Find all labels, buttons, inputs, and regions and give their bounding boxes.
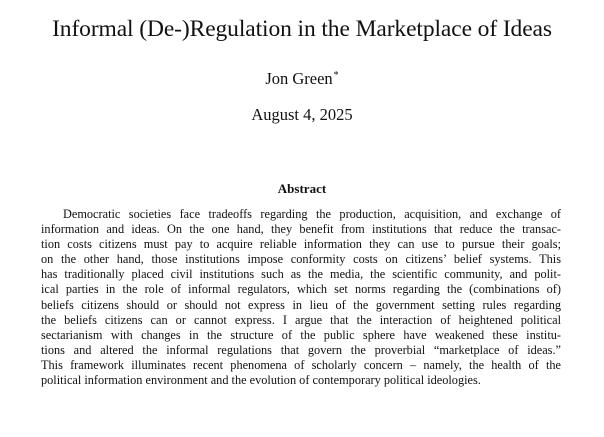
paper-title: Informal (De-)Regulation in the Marketplace of Ideas: [52, 16, 552, 42]
abstract-line: the beliefs citizens can or cannot express. I argue that the interaction of heightened political: [41, 312, 561, 327]
abstract-line: This framework illuminates recent phenomena of scholarly concern – namely, the health of the: [41, 357, 561, 372]
author-footnote-mark: *: [333, 70, 339, 81]
abstract-line: ical parties in the role of informal regulators, which set norms regarding the (combinations of): [41, 282, 561, 297]
abstract-line: information and ideas. On the one hand, they benefit from institutions that reduce the transac-: [41, 222, 561, 237]
abstract-line: beliefs citizens should or should not express in lieu of the government setting rules regarding: [41, 297, 561, 312]
paper-date: August 4, 2025: [251, 105, 353, 124]
abstract-line: tions and altered the informal regulations that govern the proverbial “marketplace of ideas.”: [41, 342, 561, 357]
abstract-heading: Abstract: [277, 181, 327, 196]
abstract-line: has traditionally placed civil institutions such as the media, the scientific community, and polit-: [41, 267, 561, 282]
abstract-line: Democratic societies face tradeoffs regarding the production, acquisition, and exchange of: [63, 207, 561, 221]
abstract-line: sectarianism with changes in the structure of the public sphere have weakened these institu-: [41, 327, 561, 342]
abstract-line: tion costs citizens must pay to acquire reliable information they can use to pursue their goals;: [41, 237, 561, 252]
author-line: [0, 68, 604, 90]
abstract-line-last: political information environment and the evolution of contemporary political ideologies.: [41, 373, 481, 388]
abstract-body: [41, 207, 561, 388]
abstract-line: on the other hand, those institutions impose conformity costs on citizens’ belief systems. This: [41, 252, 561, 267]
author-name: Jon Green: [265, 69, 333, 88]
